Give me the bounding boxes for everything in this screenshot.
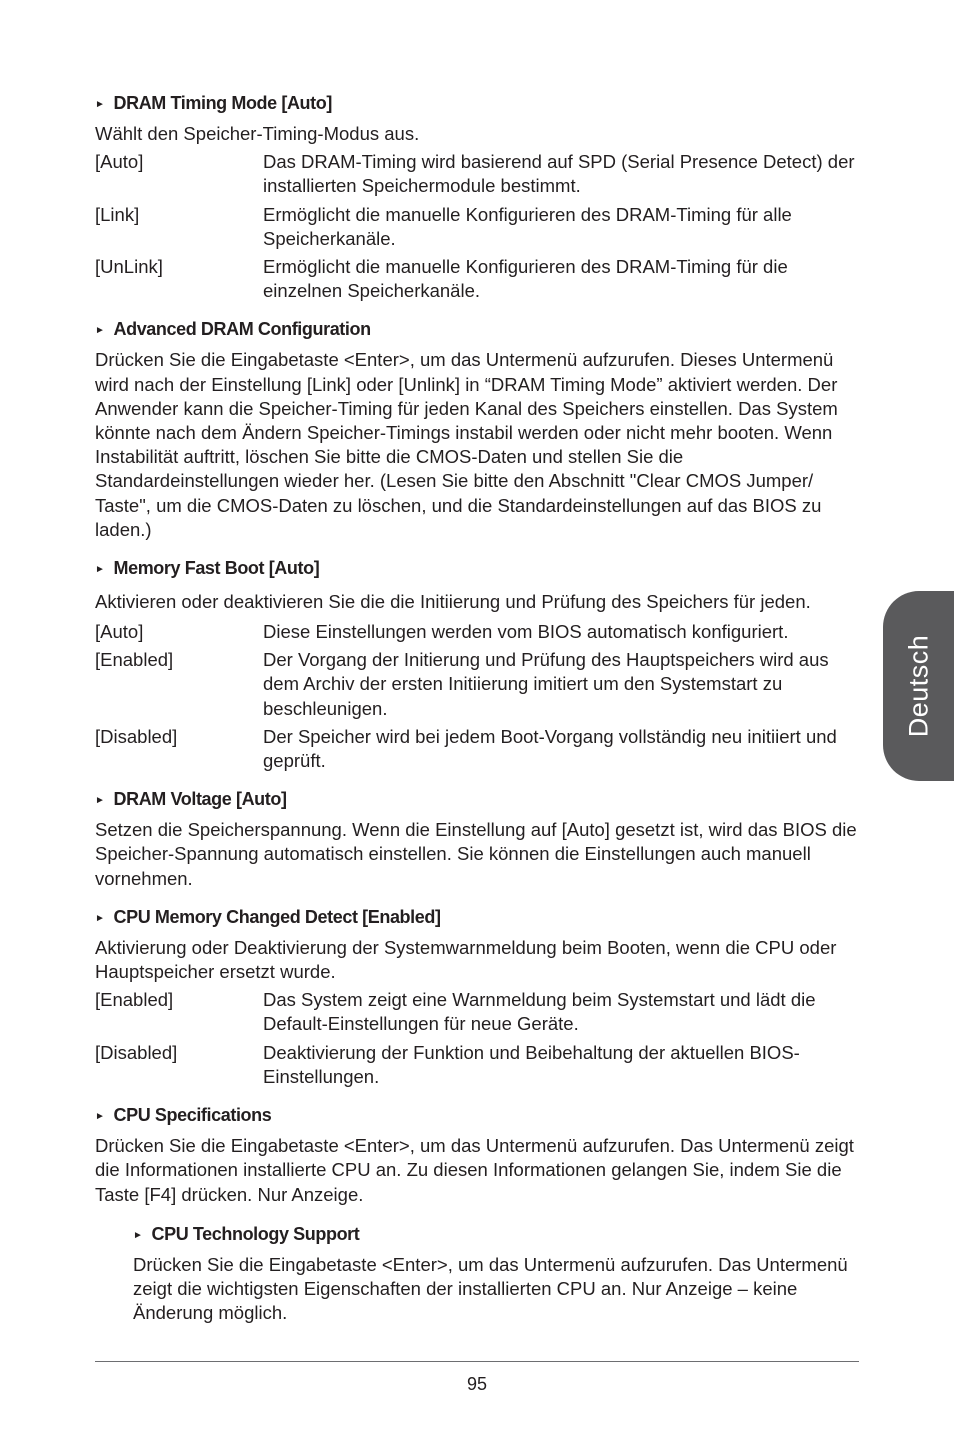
section-description: Aktivieren oder deaktivieren Sie die die Initiierung und Prüfung des Speichers für jeden. bbox=[95, 591, 811, 613]
heading-text: CPU Specifications bbox=[113, 1105, 272, 1126]
section-heading bbox=[95, 316, 859, 346]
section-cpu-memory-changed-detect bbox=[95, 904, 859, 1089]
heading-text: DRAM Voltage [Auto] bbox=[113, 789, 287, 810]
option-key: [Disabled] bbox=[95, 725, 178, 747]
option-desc: Deaktivierung der Funktion und Beibehaltung der aktuellen BIOS-Einstellungen. bbox=[263, 1041, 800, 1087]
option-key: [Enabled] bbox=[95, 649, 174, 671]
subsection-cpu-technology-support bbox=[133, 1221, 859, 1326]
triangle-bullet-icon: ► bbox=[95, 912, 105, 924]
section-description: Drücken Sie die Eingabetaste <Enter>, um das Untermenü aufzurufen. Dieses Untermenü wird nach der Einstellung [Link] oder [Unlink] in “DRAM Timing Mode” aktiviert werden. Der Anwender kann die Speicher-Timing für jeden Kanal des Speichers einstellen. Das System könnte nach dem Ändern Speicher-Timings instabil werden oder nicht mehr booten. Wenn Instabilität auftritt, löschen Sie bitte die CMOS-Daten und stellen Sie die Standardeinstellungen wieder her. (Lesen Sie bitte den Abschnitt "Clear CMOS Jumper/ Taste", um die CMOS-Daten zu löschen, und die Standardeinstellungen auf das BIOS zu laden.) bbox=[95, 349, 838, 540]
option-desc: Ermöglicht die manuelle Konfigurieren des DRAM-Timing für die einzelnen Speicherkanäle. bbox=[263, 256, 788, 302]
option-key: [Enabled] bbox=[95, 989, 174, 1011]
triangle-bullet-icon: ► bbox=[95, 564, 105, 576]
option-desc: Der Speicher wird bei jedem Boot-Vorgang vollständig neu initiiert und geprüft. bbox=[263, 725, 837, 772]
section-description: Drücken Sie die Eingabetaste <Enter>, um das Untermenü aufzurufen. Das Untermenü zeigt die Informationen installierte CPU an. Zu diesen Informationen gelangen Sie, indem Sie die Taste [F4] drücken. Nur Anzeige. bbox=[95, 1135, 854, 1205]
option-key: [Auto] bbox=[95, 621, 144, 643]
section-description: Aktivierung oder Deaktivierung der Systemwarnmeldung beim Booten, wenn die CPU oder Hauptspeicher ersetzt wurde. bbox=[95, 936, 837, 983]
option-row bbox=[95, 203, 859, 251]
option-desc: Diese Einstellungen werden vom BIOS automatisch konfiguriert. bbox=[263, 621, 789, 643]
section-heading bbox=[95, 786, 859, 816]
option-row bbox=[95, 150, 859, 198]
option-row bbox=[95, 1041, 859, 1089]
heading-text: Advanced DRAM Configuration bbox=[113, 319, 371, 340]
option-desc: Das System zeigt eine Warnmeldung beim Systemstart und lädt die Default-Einstellungen für neue Geräte. bbox=[263, 989, 816, 1035]
section-memory-fast-boot bbox=[95, 555, 859, 773]
heading-text: Memory Fast Boot [Auto] bbox=[113, 558, 320, 579]
triangle-bullet-icon: ► bbox=[95, 795, 105, 807]
option-row bbox=[95, 620, 859, 644]
option-row bbox=[95, 988, 859, 1036]
option-row bbox=[95, 648, 859, 721]
option-row bbox=[95, 255, 859, 303]
section-dram-timing-mode bbox=[95, 90, 859, 303]
option-desc: Ermöglicht die manuelle Konfigurieren des DRAM-Timing für alle Speicherkanäle. bbox=[263, 203, 792, 249]
triangle-bullet-icon: ► bbox=[133, 1229, 143, 1241]
triangle-bullet-icon: ► bbox=[95, 1111, 105, 1123]
page-content bbox=[95, 90, 859, 1338]
option-desc: Der Vorgang der Initierung und Prüfung des Hauptspeichers wird aus dem Archiv der ersten Initiierung imitiert um den Systemstart zu beschleunigen. bbox=[263, 649, 829, 719]
section-cpu-specifications bbox=[95, 1102, 859, 1325]
section-heading bbox=[133, 1221, 859, 1251]
side-tab-label: Deutsch bbox=[903, 634, 933, 738]
heading-text: CPU Technology Support bbox=[151, 1223, 360, 1244]
section-heading bbox=[95, 555, 859, 585]
option-key: [Disabled] bbox=[95, 1041, 178, 1063]
section-description: Setzen die Speicherspannung. Wenn die Einstellung auf [Auto] gesetzt ist, wird das BIOS die Speicher-Spannung automatisch einstellen. Sie können die Einstellungen auch manuell vornehmen. bbox=[95, 819, 857, 889]
page-number: 95 bbox=[466, 1374, 488, 1394]
triangle-bullet-icon: ► bbox=[95, 99, 105, 110]
section-heading bbox=[95, 1102, 859, 1132]
footer-divider bbox=[95, 1361, 859, 1362]
option-row bbox=[95, 725, 859, 773]
language-side-tab bbox=[883, 591, 954, 781]
section-advanced-dram-configuration bbox=[95, 316, 859, 542]
heading-text: DRAM Timing Mode [Auto] bbox=[113, 93, 332, 113]
heading-text: CPU Memory Changed Detect [Enabled] bbox=[113, 906, 441, 927]
section-description: Wählt den Speicher-Timing-Modus aus. bbox=[95, 123, 420, 144]
section-heading bbox=[95, 90, 859, 120]
section-description: Drücken Sie die Eingabetaste <Enter>, um das Untermenü aufzurufen. Das Untermenü zeigt die wichtigsten Eigenschaften der installierten CPU an. Nur Anzeige – keine Änderung möglich. bbox=[133, 1253, 848, 1324]
option-key: [UnLink] bbox=[95, 256, 163, 278]
section-heading bbox=[95, 904, 859, 934]
option-desc: Das DRAM-Timing wird basierend auf SPD (Serial Presence Detect) der installierten Speichermodule bestimmt. bbox=[263, 151, 855, 197]
triangle-bullet-icon: ► bbox=[95, 325, 105, 337]
option-key: [Auto] bbox=[95, 151, 144, 173]
section-dram-voltage bbox=[95, 786, 859, 891]
option-key: [Link] bbox=[95, 203, 140, 225]
